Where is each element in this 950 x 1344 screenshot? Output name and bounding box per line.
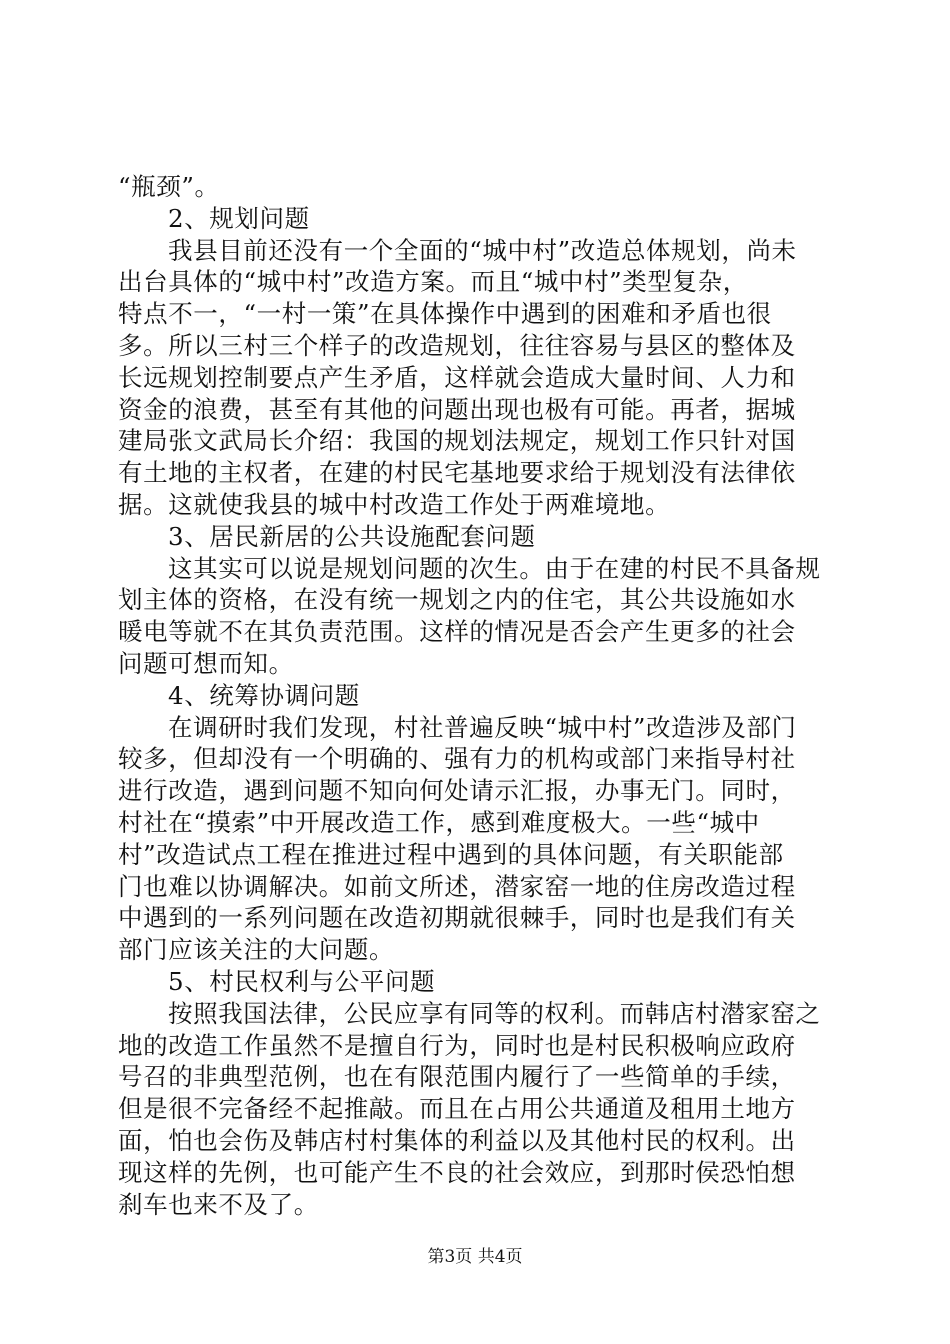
paragraph-start-line: 按照我国法律，公民应享有同等的权利。而韩店村潜家窑之: [168, 998, 821, 1028]
paragraph-start-line: 我县目前还没有一个全面的“城中村”改造总体规划，尚未: [168, 235, 797, 265]
text-line: 资金的浪费，甚至有其他的问题出现也极有可能。再者，据城: [118, 394, 796, 424]
page-footer: [0, 1246, 950, 1268]
text-line: 问题可想而知。: [118, 648, 294, 678]
paragraph-start-line: 3、居民新居的公共设施配套问题: [168, 521, 536, 551]
text-line: 较多，但却没有一个明确的、强有力的机构或部门来指导村社: [118, 744, 796, 774]
document-body: [118, 171, 838, 1220]
page-number: 第3页 共4页: [427, 1247, 523, 1267]
text-line: 进行改造，遇到问题不知向何处请示汇报，办事无门。同时，: [118, 776, 796, 806]
text-line: 有土地的主权者，在建的村民宅基地要求给于规划没有法律依: [118, 458, 796, 488]
paragraph-start-line: 4、统筹协调问题: [168, 680, 360, 710]
text-line: 村社在“摸索”中开展改造工作，感到难度极大。一些“城中: [118, 807, 760, 837]
text-line: 村”改造试点工程在推进过程中遇到的具体问题，有关职能部: [118, 839, 784, 869]
text-line: 多。所以三村三个样子的改造规划，往往容易与县区的整体及: [118, 330, 796, 360]
text-line: 现这样的先例，也可能产生不良的社会效应，到那时侯恐怕想: [118, 1157, 796, 1187]
text-line: 门也难以协调解决。如前文所述，潜家窑一地的住房改造过程: [118, 871, 796, 901]
paragraph-start-line: 在调研时我们发现，村社普遍反映“城中村”改造涉及部门: [168, 712, 797, 742]
text-line: 长远规划控制要点产生矛盾，这样就会造成大量时间、人力和: [118, 362, 796, 392]
paragraph-start-line: 这其实可以说是规划问题的次生。由于在建的村民不具备规: [168, 553, 821, 583]
paragraph-start-line: 5、村民权利与公平问题: [168, 966, 436, 996]
text-line: 刹车也来不及了。: [118, 1189, 319, 1219]
text-line: 建局张文武局长介绍：我国的规划法规定，规划工作只针对国: [118, 426, 796, 456]
text-line: 面，怕也会伤及韩店村村集体的利益以及其他村民的权利。出: [118, 1125, 796, 1155]
text-line: 特点不一，“一村一策”在具体操作中遇到的困难和矛盾也很: [118, 299, 772, 329]
text-line: 号召的非典型范例，也在有限范围内履行了一些简单的手续，: [118, 1062, 796, 1092]
text-line: 地的改造工作虽然不是擅自行为，同时也是村民积极响应政府: [118, 1030, 796, 1060]
text-line: 中遇到的一系列问题在改造初期就很棘手，同时也是我们有关: [118, 903, 796, 933]
text-line: 据。这就使我县的城中村改造工作处于两难境地。: [118, 489, 671, 519]
text-line: 出台具体的“城中村”改造方案。而且“城中村”类型复杂，: [118, 267, 748, 297]
text-line: “瓶颈”。: [118, 172, 220, 201]
paragraph-start-line: 2、规划问题: [168, 203, 310, 233]
text-line: 暖电等就不在其负责范围。这样的情况是否会产生更多的社会: [118, 617, 796, 647]
text-line: 但是很不完备经不起推敲。而且在占用公共通道及租用土地方: [118, 1094, 796, 1124]
text-line: 部门应该关注的大问题。: [118, 935, 395, 965]
text-line: 划主体的资格，在没有统一规划之内的住宅，其公共设施如水: [118, 585, 796, 615]
